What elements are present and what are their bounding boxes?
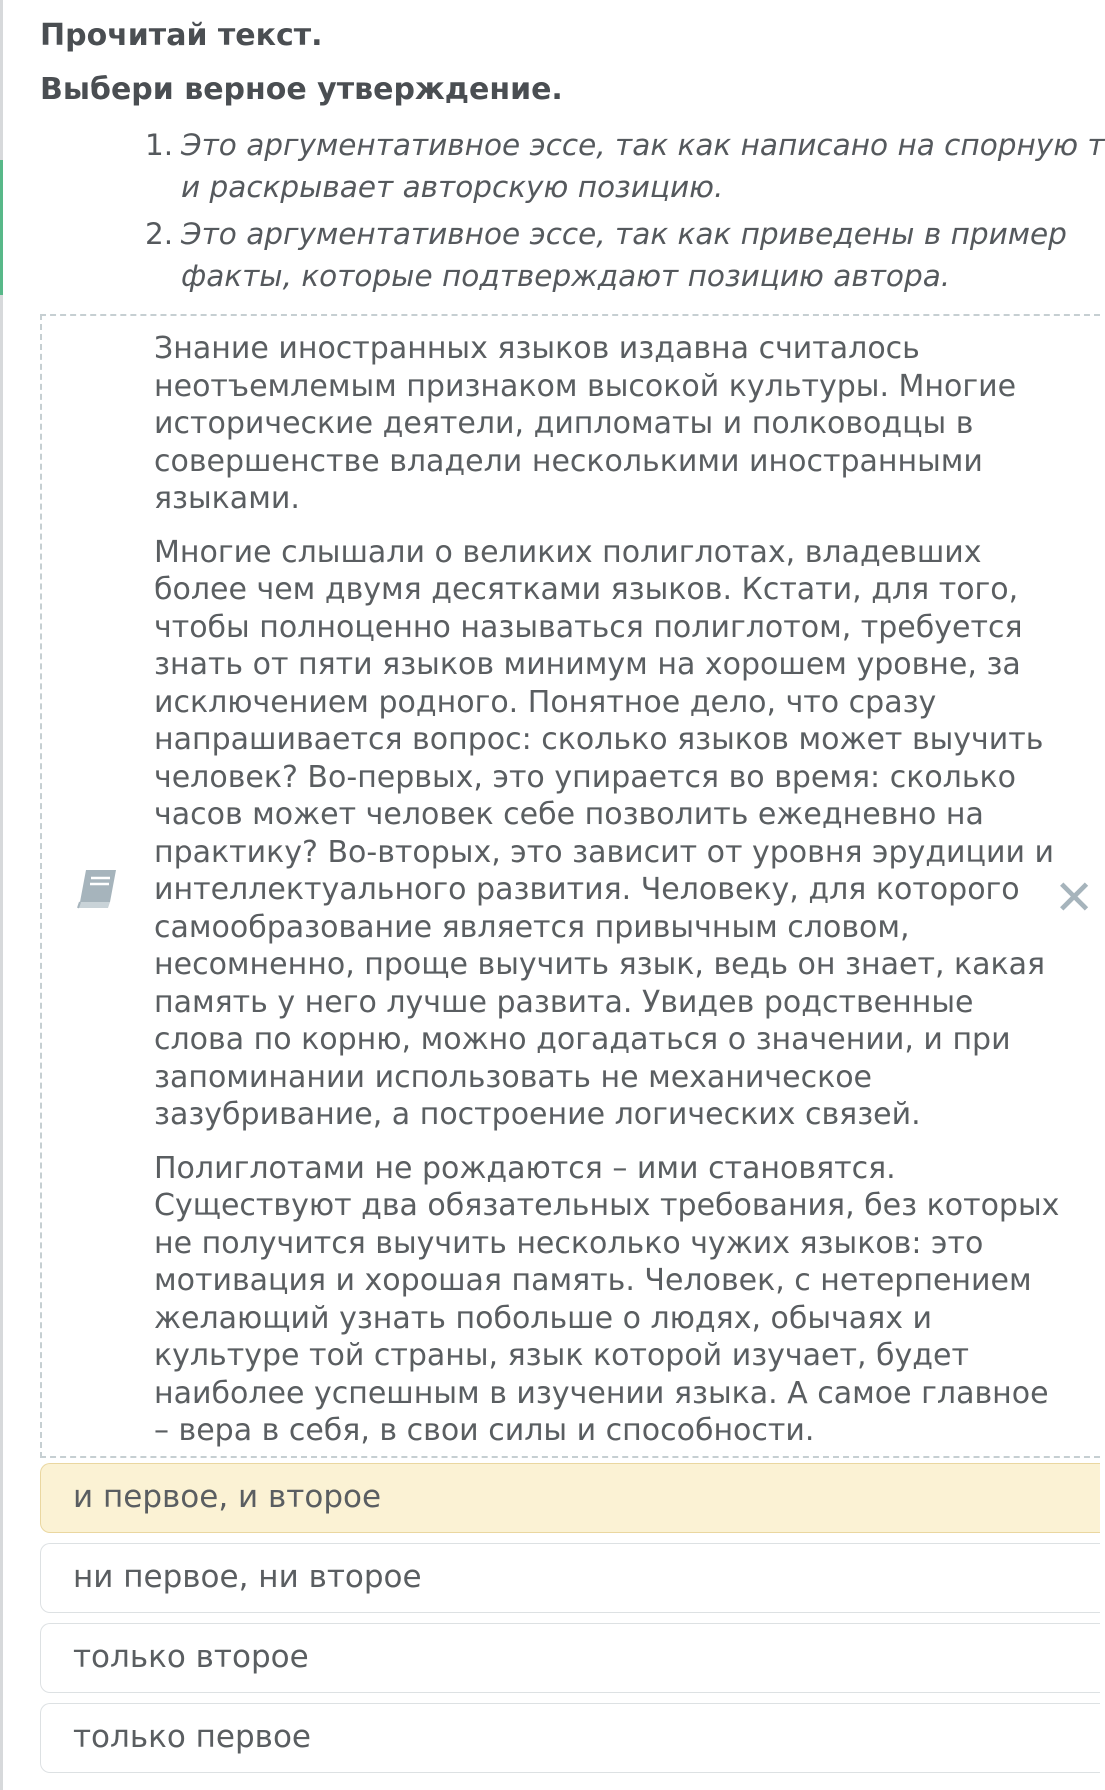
statement-1 [145, 124, 1105, 208]
instruction-read: Прочитай текст. [40, 18, 323, 53]
answer-option-first-only[interactable]: только первое [40, 1703, 1100, 1773]
book-icon [76, 868, 120, 910]
passage-paragraph: Многие слышали о великих полиглотах, владевших более чем двумя десятками языков. Кстати, для того, чтобы полноценно называться полиглотом, требуется знать от пяти языков минимум на хорошем уровне, за исключением родного. Понятное дело, что сразу напрашивается вопрос: сколько языков может выучить человек? Во-первых, это упирается во время: сколько часов может человек себе позволить ежедневно на практику? Во-вторых, это зависит от уровня эрудиции и интеллектуального развития. Человеку, для которого самообразование является привычным словом, несомненно, проще выучить язык, ведь он знает, какая память у него лучше развита. Увидев родственные слова по корню, можно догадаться о значении, и при запоминании использовать не механическое зазубривание, а построение логических связей. [154, 534, 1054, 1132]
statement-line: Это аргументативное эссе, так как написано на спорную т [181, 128, 1105, 162]
passage-paragraph: Знание иностранных языков издавна считалось неотъемлемым признаком высокой культуры. Многие исторические деятели, дипломаты и полководцы в совершенстве владели несколькими иностранными языками. [154, 331, 1017, 516]
passage-paragraph: Полиглотами не рождаются – ими становятся. Существуют два обязательных требования, без которых не получится выучить несколько чужих языков: это мотивация и хорошая память. Человек, с нетерпением желающий узнать побольше о людях, обычаях и культуре той страны, язык которой изучает, будет наиболее успешным в изучении языка. А самое главное – вера в себя, в свои силы и способности. [154, 1150, 1060, 1448]
reading-text-panel [40, 314, 1100, 1458]
statement-line: факты, которые подтверждают позицию автора. [181, 259, 951, 293]
statement-line: и раскрывает авторскую позицию. [181, 170, 724, 204]
answer-option-second-only[interactable]: только второе [40, 1623, 1100, 1693]
answer-option-neither[interactable]: ни первое, ни второе [40, 1543, 1100, 1613]
answer-options [40, 1463, 1100, 1783]
statement-number: 2. [145, 217, 174, 251]
passage-text [154, 330, 1064, 1466]
instruction-choose: Выбери верное утверждение. [40, 72, 563, 107]
statement-number: 1. [145, 128, 174, 162]
close-icon[interactable]: ✕ [1054, 870, 1095, 926]
left-edge-accent [0, 160, 3, 295]
answer-option-both[interactable]: и первое, и второе [40, 1463, 1100, 1533]
statement-line: Это аргументативное эссе, так как приведены в пример [181, 217, 1067, 251]
statement-2 [145, 213, 1080, 297]
statements-list [145, 124, 1105, 302]
